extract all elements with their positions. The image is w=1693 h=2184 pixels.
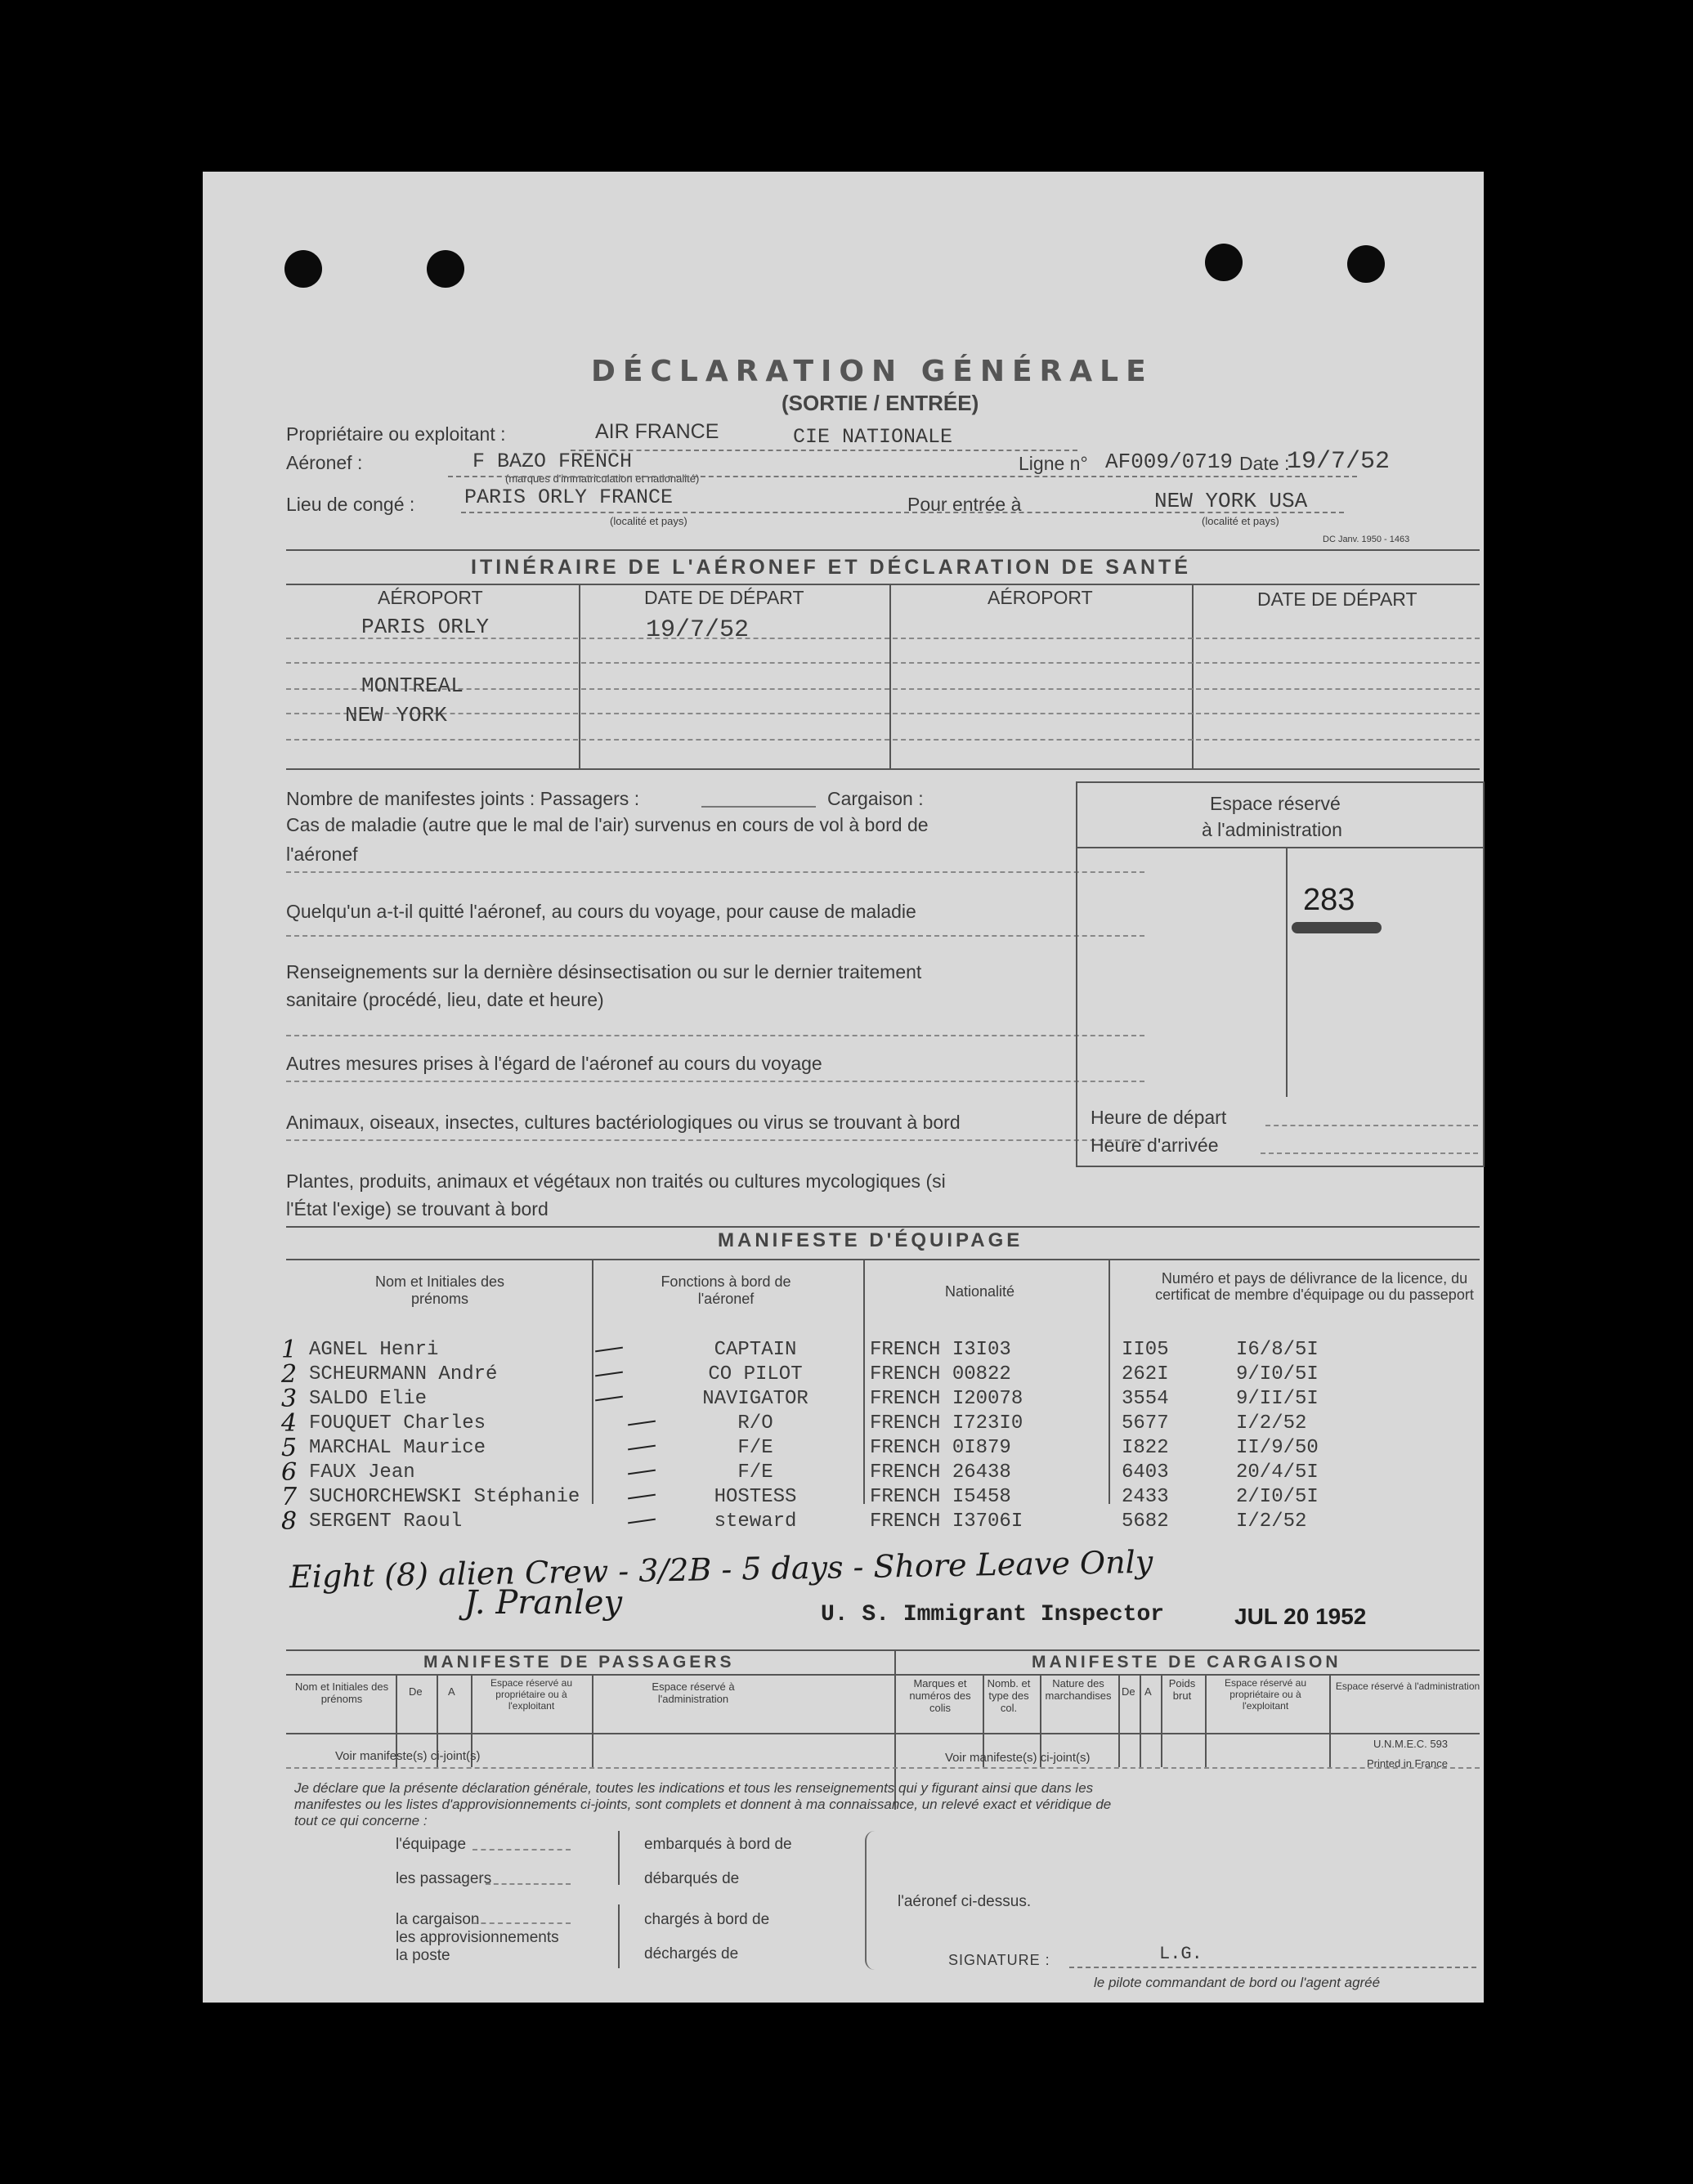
- decl-aircraft: l'aéronef ci-dessus.: [898, 1893, 1032, 1910]
- crew-row-licence-date: I/2/52: [1236, 1412, 1307, 1434]
- rule: [286, 549, 1480, 551]
- rule: [473, 1922, 571, 1924]
- inspector-stamp: U. S. Immigrant Inspector: [821, 1602, 1165, 1627]
- crew-row-licence-date: 9/II/5I: [1236, 1388, 1319, 1410]
- crew-row-number: 8: [281, 1507, 298, 1536]
- admin-title-1: Espace réservé: [1210, 793, 1341, 814]
- crew-row-nationality: FRENCH 0I879: [870, 1437, 1011, 1459]
- crew-row-name: AGNEL Henri: [309, 1339, 439, 1361]
- rule: [473, 1849, 571, 1851]
- cargo-manifest-header: MANIFESTE DE CARGAISON: [1032, 1653, 1341, 1672]
- rule: [286, 1259, 1480, 1260]
- rule: [286, 935, 1144, 937]
- owner-value-2: CIE NATIONALE: [793, 425, 953, 449]
- pax-col-de: De: [409, 1685, 423, 1698]
- check-mark-icon: [628, 1470, 656, 1475]
- crew-col-licence: Numéro et pays de délivrance de la licence, du certificat de membre d'équipage ou du passeport: [1155, 1270, 1474, 1303]
- entry-note: (localité et pays): [1202, 515, 1279, 527]
- rule: [286, 713, 1480, 714]
- crew-row-function: R/O: [737, 1412, 773, 1434]
- question-2: Quelqu'un a-t-il quitté l'aéronef, au cours du voyage, pour cause de maladie: [286, 901, 916, 922]
- rule: [1261, 1152, 1478, 1154]
- scribble-mark: [1292, 922, 1382, 933]
- decl-unloaded: déchargés de: [644, 1945, 739, 1962]
- aircraft-value: F BAZO FRENCH: [473, 450, 633, 473]
- crew-row-licence-date: I/2/52: [1236, 1510, 1307, 1533]
- departure-time-label: Heure de départ: [1091, 1107, 1227, 1128]
- crew-row-name: SCHEURMANN André: [309, 1363, 498, 1385]
- departure-line: [461, 512, 1344, 513]
- entry-label: Pour entrée à: [907, 494, 1022, 515]
- line-value: AF009/0719: [1105, 450, 1234, 474]
- crew-row-licence-date: II/9/50: [1236, 1437, 1319, 1459]
- itinerary-date-header-2: DATE DE DÉPART: [1257, 589, 1418, 610]
- crew-col-function: Fonctions à bord de l'aéronef: [661, 1273, 791, 1307]
- crew-row-number: 1: [281, 1336, 298, 1364]
- question-1b: l'aéronef: [286, 844, 358, 865]
- crew-row-number: 5: [281, 1434, 298, 1462]
- crew-row-nationality: FRENCH I3I03: [870, 1339, 1011, 1361]
- crew-col-nationality: Nationalité: [945, 1283, 1015, 1300]
- rule: [889, 584, 891, 768]
- itinerary-airport-1: PARIS ORLY: [361, 615, 490, 639]
- declaration-text-2: manifestes ou les listes d'approvisionnements ci-joints, sont complets et donnent à ma connaissance, un relevé exact et véridique de: [294, 1797, 1112, 1812]
- question-6a: Plantes, produits, animaux et végétaux non traités ou cultures mycologiques (si: [286, 1170, 946, 1192]
- cargo-col-de: De: [1122, 1685, 1135, 1698]
- question-3b: sanitaire (procédé, lieu, date et heure): [286, 989, 604, 1010]
- itinerary-date-1: 19/7/52: [646, 616, 750, 644]
- inspector-signature: J. Pranley: [464, 1584, 623, 1622]
- itinerary-airport-3: NEW YORK: [345, 703, 447, 727]
- crew-manifest-header: MANIFESTE D'ÉQUIPAGE: [718, 1229, 1023, 1251]
- rule: [286, 768, 1480, 770]
- crew-row-name: FOUQUET Charles: [309, 1412, 486, 1434]
- decl-disembarked: débarqués de: [644, 1870, 740, 1887]
- rule: [1192, 584, 1194, 768]
- check-mark-icon: [595, 1372, 623, 1377]
- rule: [286, 1226, 1480, 1228]
- owner-label: Propriétaire ou exploitant :: [286, 423, 506, 445]
- rule: [618, 1904, 620, 1968]
- rule: [1286, 847, 1288, 1097]
- crew-row-function: HOSTESS: [714, 1486, 797, 1508]
- crew-row-licence-number: I822: [1122, 1437, 1169, 1459]
- crew-row-nationality: FRENCH I5458: [870, 1486, 1011, 1508]
- crew-row-number: 2: [281, 1360, 298, 1389]
- pax-see-attached: Voir manifeste(s) ci-joint(s): [335, 1749, 481, 1763]
- rule: [1069, 1967, 1476, 1968]
- crew-row-number: 3: [281, 1385, 298, 1413]
- crew-row-licence-date: 20/4/5I: [1236, 1461, 1319, 1484]
- crew-row-function: F/E: [737, 1461, 773, 1484]
- departure-label: Lieu de congé :: [286, 494, 415, 515]
- arrival-time-label: Heure d'arrivée: [1091, 1135, 1219, 1156]
- rule: [286, 1649, 1480, 1651]
- check-mark-icon: [628, 1519, 656, 1524]
- check-mark-icon: [628, 1494, 656, 1500]
- owner-value: AIR FRANCE: [595, 420, 719, 443]
- rule: [286, 1035, 1144, 1036]
- pax-col-a: A: [448, 1685, 455, 1698]
- rule: [286, 1081, 1144, 1082]
- rule: [286, 1733, 1480, 1734]
- crew-row-licence-date: 2/I0/5I: [1236, 1486, 1319, 1508]
- question-3a: Renseignements sur la dernière désinsectisation ou sur le dernier traitement: [286, 961, 922, 982]
- crew-row-number: 6: [281, 1458, 298, 1487]
- crew-row-licence-date: I6/8/5I: [1236, 1339, 1319, 1361]
- crew-row-name: FAUX Jean: [309, 1461, 415, 1484]
- printer-country: Printed in France: [1367, 1757, 1448, 1770]
- question-6b: l'État l'exige) se trouvant à bord: [286, 1198, 549, 1220]
- punch-hole: [284, 250, 322, 288]
- rule: [618, 1831, 620, 1885]
- crew-row-licence-number: 3554: [1122, 1388, 1169, 1410]
- decl-supplies: les approvisionnements: [396, 1929, 559, 1946]
- question-1a: Cas de maladie (autre que le mal de l'air) survenus en cours de vol à bord de: [286, 814, 929, 835]
- rule: [286, 584, 1480, 585]
- date-value: 19/7/52: [1287, 448, 1391, 476]
- check-mark-icon: [595, 1396, 623, 1402]
- itinerary-airport-header: AÉROPORT: [378, 587, 483, 608]
- signature-value: L.G.: [1159, 1944, 1203, 1964]
- crew-row-number: 4: [281, 1409, 298, 1438]
- rule: [286, 739, 1480, 741]
- crew-row-function: steward: [714, 1510, 797, 1533]
- rule: [592, 1259, 593, 1504]
- itinerary-airport-header-2: AÉROPORT: [988, 587, 1093, 608]
- crew-row-name: SALDO Elie: [309, 1388, 428, 1410]
- rule: [286, 662, 1480, 664]
- crew-row-function: F/E: [737, 1437, 773, 1459]
- crew-row-nationality: FRENCH 00822: [870, 1363, 1011, 1385]
- cargo-see-attached: Voir manifeste(s) ci-joint(s): [945, 1751, 1091, 1765]
- crew-row-name: SUCHORCHEWSKI Stéphanie: [309, 1486, 580, 1508]
- rule: [701, 806, 816, 808]
- crew-row-number: 7: [281, 1483, 298, 1511]
- crew-row-nationality: FRENCH I723I0: [870, 1412, 1023, 1434]
- admin-title-2: à l'administration: [1202, 819, 1342, 840]
- rule: [863, 1259, 865, 1504]
- decl-passengers: les passagers: [396, 1870, 492, 1887]
- crew-row-function: NAVIGATOR: [702, 1388, 808, 1410]
- form-subtitle: (SORTIE / ENTRÉE): [782, 391, 979, 415]
- signature-note: le pilote commandant de bord ou l'agent agréé: [1094, 1975, 1381, 1990]
- aircraft-note: (marques d'immatriculation et nationalité): [505, 472, 700, 485]
- passenger-manifest-header: MANIFESTE DE PASSAGERS: [423, 1653, 735, 1672]
- itinerary-airport-2: MONTREAL: [361, 674, 464, 698]
- crew-row-name: SERGENT Raoul: [309, 1510, 463, 1533]
- date-label: Date :: [1239, 453, 1290, 474]
- manifests-label: Nombre de manifestes joints : Passagers :: [286, 788, 640, 809]
- rule: [1109, 1259, 1110, 1504]
- crew-col-name: Nom et Initiales des prénoms: [374, 1273, 505, 1307]
- check-mark-icon: [628, 1445, 656, 1451]
- decl-cargo: la cargaison: [396, 1911, 480, 1928]
- admin-number: 283: [1303, 883, 1355, 917]
- rule: [286, 1767, 1480, 1769]
- aircraft-line: [448, 476, 1357, 477]
- declaration-text-1: Je déclare que la présente déclaration générale, toutes les indications et tous les renseignements qui y figurant ainsi que dans les: [294, 1780, 1094, 1796]
- crew-row-licence-number: 6403: [1122, 1461, 1169, 1484]
- crew-row-function: CAPTAIN: [714, 1339, 797, 1361]
- stamp-date: JUL 20 1952: [1234, 1604, 1367, 1629]
- rule: [1076, 847, 1483, 848]
- rule: [1118, 1674, 1120, 1767]
- question-5: Animaux, oiseaux, insectes, cultures bactériologiques ou virus se trouvant à bord: [286, 1112, 961, 1133]
- punch-hole: [427, 250, 464, 288]
- cargo-col-weight: Poids brut: [1168, 1677, 1196, 1702]
- decl-crew: l'équipage: [396, 1836, 467, 1853]
- decl-embarked: embarqués à bord de: [644, 1836, 792, 1853]
- cargo-col-operator: Espace réservé au propriétaire ou à l'exploitant: [1224, 1677, 1307, 1712]
- rule: [579, 584, 580, 768]
- crew-row-nationality: FRENCH I20078: [870, 1388, 1023, 1410]
- decl-mail: la poste: [396, 1947, 450, 1964]
- check-mark-icon: [628, 1421, 656, 1426]
- pax-col-name: Nom et Initiales des prénoms: [294, 1681, 389, 1705]
- crew-row-function: CO PILOT: [708, 1363, 803, 1385]
- printer-code: U.N.M.E.C. 593: [1373, 1738, 1449, 1750]
- pax-col-admin: Espace réservé à l'administration: [652, 1681, 735, 1705]
- punch-hole: [1347, 245, 1385, 283]
- itinerary-date-header: DATE DE DÉPART: [644, 587, 804, 608]
- cargo-col-a: A: [1144, 1685, 1152, 1698]
- handwritten-note: Eight (8) alien Crew - 3/2B - 5 days - Shore Leave Only: [289, 1543, 1153, 1595]
- form-code: DC Janv. 1950 - 1463: [1323, 535, 1410, 544]
- crew-row-licence-number: II05: [1122, 1339, 1169, 1361]
- declaration-text-3: tout ce qui concerne :: [294, 1813, 428, 1828]
- rule: [592, 1674, 593, 1767]
- line-label: Ligne n°: [1019, 453, 1088, 474]
- form-title: DÉCLARATION GÉNÉRALE: [591, 355, 1153, 388]
- rule: [286, 688, 1480, 690]
- owner-line: [571, 450, 1077, 451]
- departure-value: PARIS ORLY FRANCE: [464, 486, 674, 509]
- crew-row-licence-number: 262I: [1122, 1363, 1169, 1385]
- punch-hole: [1205, 244, 1243, 281]
- cargo-col-marks: Marques et numéros des colis: [909, 1677, 971, 1714]
- rule: [1329, 1674, 1331, 1767]
- check-mark-icon: [595, 1347, 623, 1353]
- cargo-col-count: Nomb. et type des col.: [987, 1677, 1031, 1714]
- crew-row-nationality: FRENCH I3706I: [870, 1510, 1023, 1533]
- crew-row-licence-date: 9/I0/5I: [1236, 1363, 1319, 1385]
- departure-note: (localité et pays): [610, 515, 688, 527]
- rule: [1161, 1674, 1162, 1767]
- pax-col-operator: Espace réservé au propriétaire ou à l'exploitant: [490, 1677, 573, 1712]
- cargo-col-admin: Espace réservé à l'administration: [1335, 1681, 1480, 1692]
- itinerary-header: ITINÉRAIRE DE L'AÉRONEF ET DÉCLARATION DE SANTÉ: [471, 556, 1192, 579]
- crew-row-licence-number: 2433: [1122, 1486, 1169, 1508]
- crew-row-licence-number: 5677: [1122, 1412, 1169, 1434]
- rule: [1140, 1674, 1141, 1767]
- document-page: [203, 172, 1484, 2003]
- crew-row-name: MARCHAL Maurice: [309, 1437, 486, 1459]
- signature-label: SIGNATURE :: [948, 1952, 1050, 1968]
- crew-row-nationality: FRENCH 26438: [870, 1461, 1011, 1484]
- crew-row-licence-number: 5682: [1122, 1510, 1169, 1533]
- rule: [286, 1139, 1144, 1141]
- rule: [486, 1883, 571, 1885]
- entry-value: NEW YORK USA: [1154, 489, 1308, 513]
- cargo-count-label: Cargaison :: [827, 788, 924, 809]
- decl-brace: [865, 1831, 878, 1970]
- rule: [1265, 1125, 1478, 1126]
- cargo-col-nature: Nature des marchandises: [1045, 1677, 1112, 1702]
- rule: [286, 871, 1144, 873]
- question-4: Autres mesures prises à l'égard de l'aéronef au cours du voyage: [286, 1053, 822, 1074]
- aircraft-label: Aéronef :: [286, 452, 363, 473]
- rule: [1205, 1674, 1207, 1767]
- decl-loaded: chargés à bord de: [644, 1911, 770, 1928]
- rule: [286, 1674, 1480, 1676]
